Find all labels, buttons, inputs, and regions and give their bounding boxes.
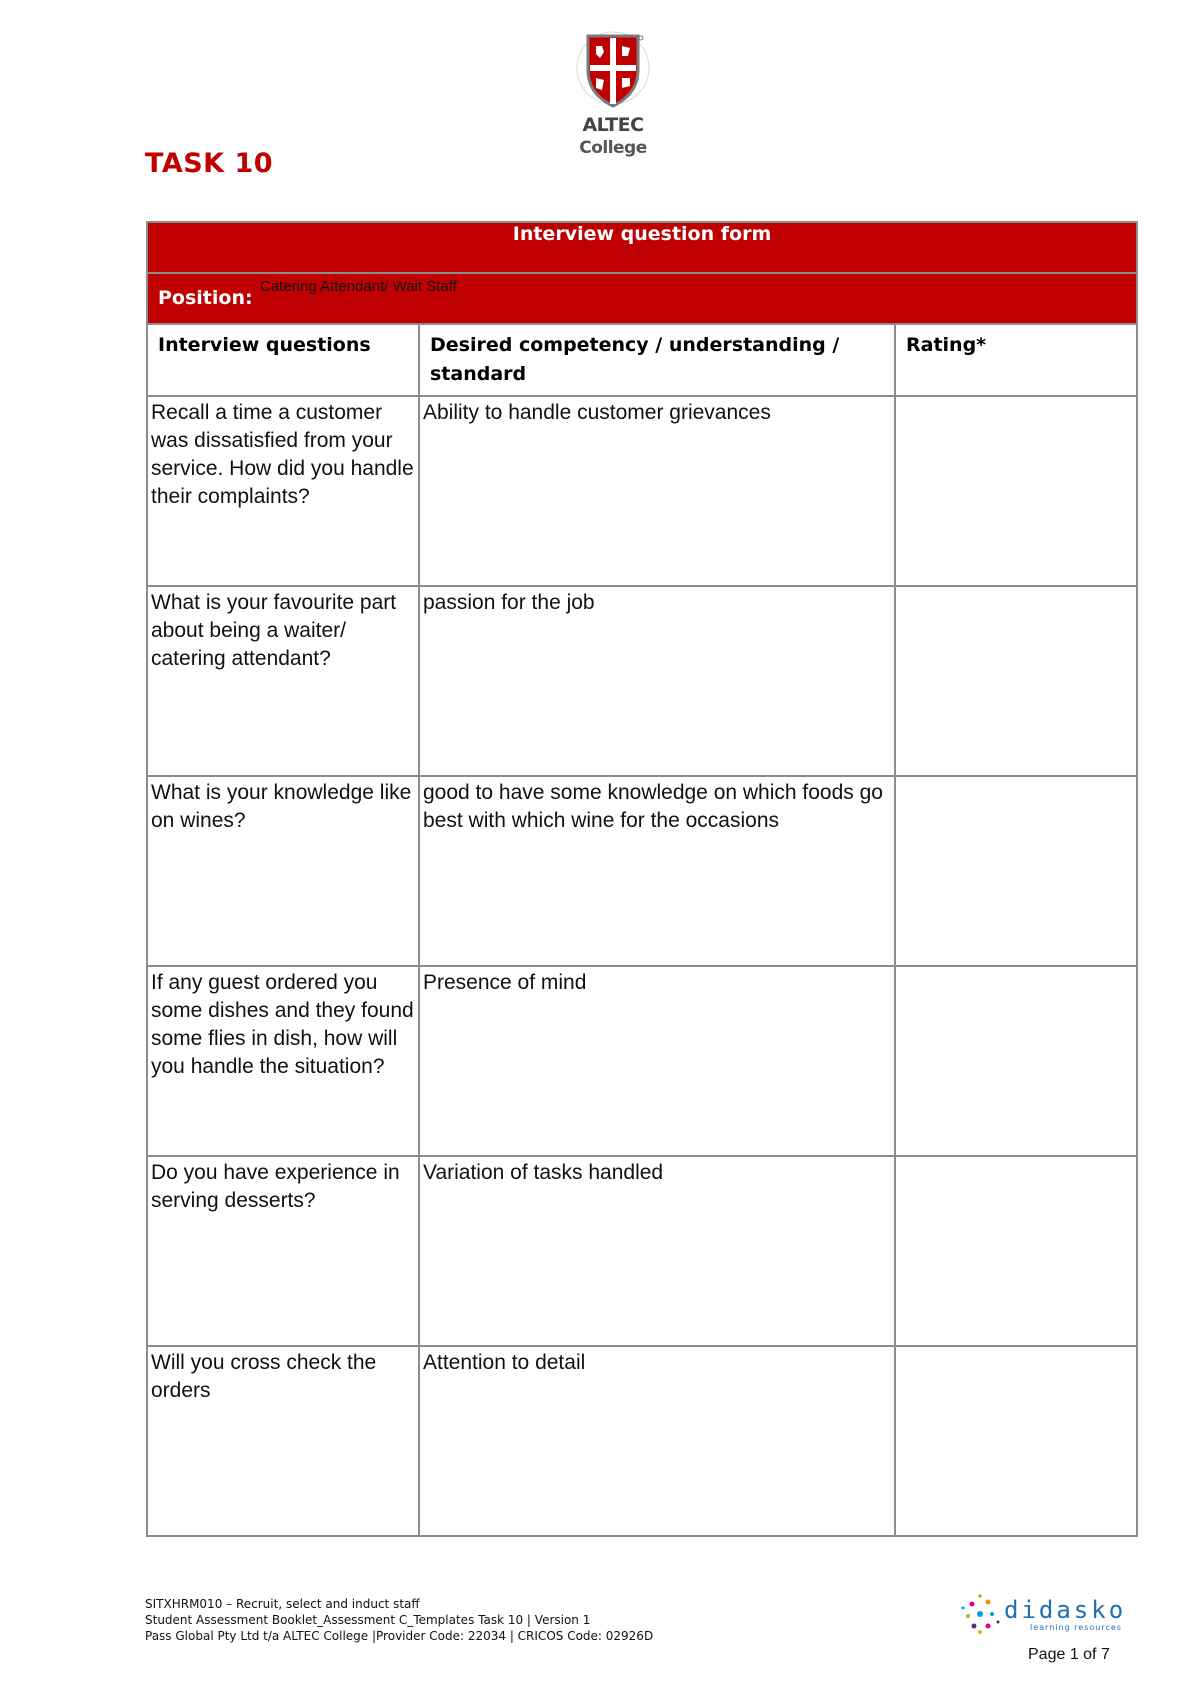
column-header-row — [147, 324, 1137, 396]
rating-cell[interactable] — [895, 776, 1137, 966]
question-cell: Do you have experience in serving desserts? — [151, 1161, 400, 1212]
column-header-competency: Desired competency / understanding / standard — [430, 334, 840, 385]
rating-cell[interactable] — [895, 1156, 1137, 1346]
table-row — [147, 1346, 1137, 1536]
didasko-logo — [958, 1584, 1158, 1644]
rating-cell[interactable] — [895, 1346, 1137, 1536]
rating-cell[interactable] — [895, 396, 1137, 586]
question-cell: What is your knowledge like on wines? — [151, 781, 412, 832]
altec-crest-icon — [548, 28, 678, 118]
table-row — [147, 1156, 1137, 1346]
interview-question-form — [146, 221, 1138, 1537]
question-cell: Will you cross check the orders — [151, 1351, 377, 1402]
task-title: TASK 10 — [145, 148, 274, 179]
logo-suffix: College — [579, 138, 647, 158]
document-footer — [145, 1596, 653, 1644]
question-cell: Recall a time a customer was dissatisfied from your service. How did you handle their complaints? — [151, 401, 414, 508]
table-row — [147, 776, 1137, 966]
competency-cell: Presence of mind — [423, 971, 587, 994]
footer-booklet: Student Assessment Booklet_Assessment C_Templates Task 10 | Version 1 — [145, 1613, 591, 1627]
competency-cell: Variation of tasks handled — [423, 1161, 664, 1184]
form-title: Interview question form — [147, 222, 1137, 273]
page-number: Page 1 of 7 — [1028, 1646, 1110, 1663]
didasko-tagline: learning resources — [1030, 1623, 1122, 1632]
footer-provider: Pass Global Pty Ltd t/a ALTEC College |Provider Code: 22034 | CRICOS Code: 02926D — [145, 1629, 654, 1643]
competency-cell: good to have some knowledge on which foods go best with which wine for the occasions — [423, 781, 883, 832]
question-cell: If any guest ordered you some dishes and they found some flies in dish, how will you handle the situation? — [151, 971, 414, 1078]
table-row — [147, 586, 1137, 776]
column-header-questions: Interview questions — [158, 334, 371, 356]
column-header-rating: Rating* — [906, 334, 987, 356]
didasko-name: didasko — [1004, 1596, 1127, 1624]
logo-name: ALTEC — [582, 114, 644, 136]
didasko-burst-icon — [958, 1584, 1158, 1644]
rating-cell[interactable] — [895, 586, 1137, 776]
competency-cell: passion for the job — [423, 591, 595, 614]
position-row — [147, 273, 1137, 324]
altec-college-logo — [548, 28, 678, 158]
competency-cell: Attention to detail — [423, 1351, 586, 1374]
rating-cell[interactable] — [895, 966, 1137, 1156]
position-value[interactable]: Catering Attendant/ Wait Staff — [260, 278, 457, 295]
footer-unit: SITXHRM010 – Recruit, select and induct staff — [145, 1597, 420, 1611]
question-cell: What is your favourite part about being a waiter/ catering attendant? — [151, 591, 397, 670]
table-row — [147, 396, 1137, 586]
table-row — [147, 966, 1137, 1156]
form-title-row — [147, 222, 1137, 273]
position-label: Position: — [158, 287, 253, 309]
competency-cell: Ability to handle customer grievances — [423, 401, 771, 424]
